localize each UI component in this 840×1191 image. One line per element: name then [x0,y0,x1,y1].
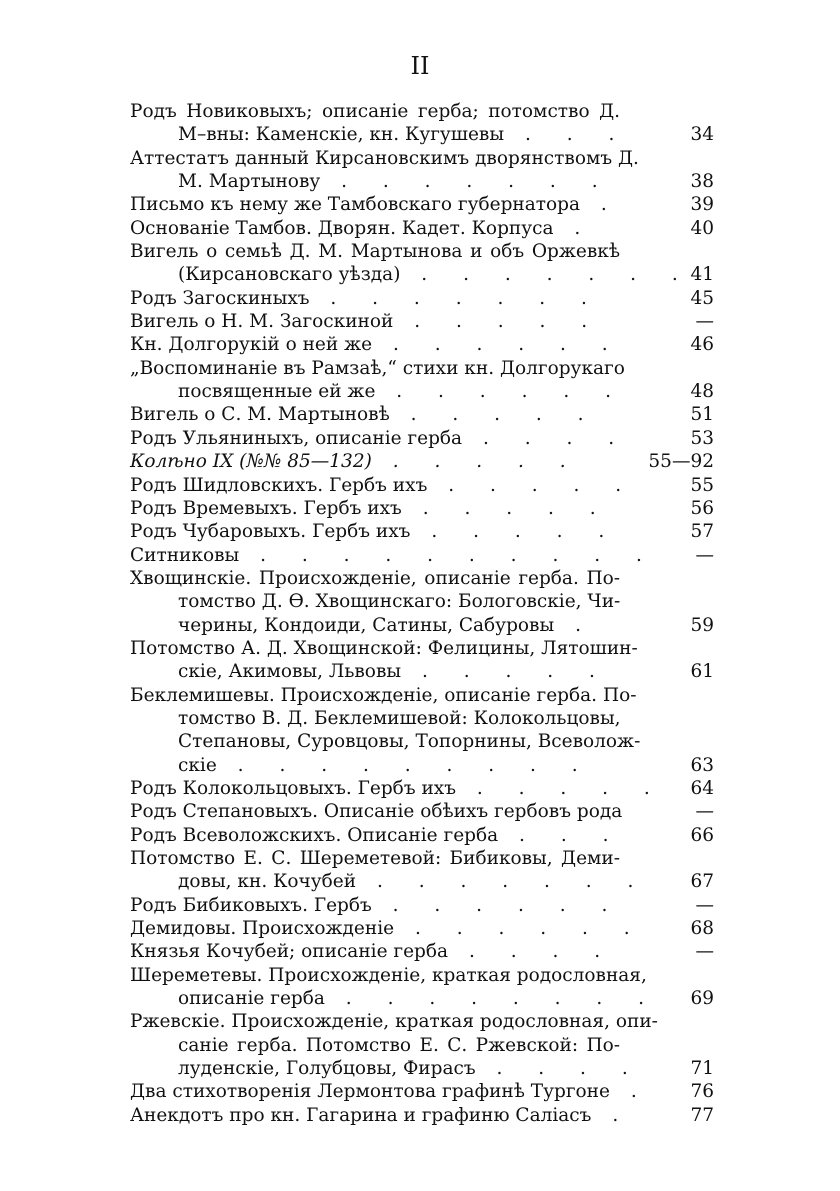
dot-leader: . [609,1081,652,1103]
toc-entry-text: Родъ Степановыхъ. Описаніе обѣихъ гербовъ рода [130,801,623,823]
toc-entry-line [130,1104,634,1127]
dot-leader: . . . . . [371,451,581,473]
dot-leader: . . . . . . . . . [216,754,593,776]
toc-entry-title [130,637,638,684]
toc-entry-line [130,357,625,380]
toc-entry-line [130,100,620,123]
dot-leader: . . . . [462,427,630,449]
toc-entry-page: 57 [690,521,714,543]
dot-leader: . . . . . . . [356,871,649,893]
toc-entry-line [130,1010,658,1033]
dot-leader: . . . [498,824,624,846]
toc-entry-line [130,824,624,847]
toc-entry-title [130,544,657,567]
toc-entry [130,100,730,147]
toc-entry [130,310,730,333]
toc-entry [130,800,730,823]
dot-leader: . . . . . [401,661,610,683]
toc-entry-title [130,333,623,356]
toc-entry-page: 61 [690,661,714,683]
toc-entry [130,357,730,404]
dot-leader: . . . . . . . . . . [239,544,657,566]
toc-entry-title [130,193,620,216]
toc-entry-line [130,193,620,216]
toc-entry-text: Родъ Бибиковыхъ. Гербъ [130,894,372,916]
toc-entry-line [130,544,657,567]
toc-entry-text: описаніе герба [178,988,325,1010]
toc-entry-line [130,474,637,497]
dot-leader: . . . . . . . [320,171,613,193]
toc-entry [130,193,730,216]
toc-entry-text: Родъ Шидловскихъ. Гербъ ихъ [130,474,428,496]
toc-entry-title [130,217,620,240]
toc-entry-line [130,870,649,893]
toc-entry-title [130,894,623,917]
dot-leader: . . . . . . [394,918,645,940]
toc-entry-text: Родъ Времевыхъ. Гербъ ихъ [130,497,402,519]
toc-entry [130,1104,730,1127]
dot-leader: . . . . . . . . [324,988,660,1010]
toc-entry-text: томство Д. Ѳ. Хвощинскаго: Бологовскіе, Чи- [178,591,621,613]
toc-entry-title [130,777,665,800]
toc-entry-text: саніе герба. Потомство Е. С. Ржевской: По- [178,1034,620,1056]
dot-leader: . [591,1104,634,1126]
toc-entry-line [130,754,620,777]
toc-entry [130,684,730,777]
toc-entry-page: 67 [690,871,714,893]
toc-entry-title [130,964,660,1011]
toc-entry-page: 38 [690,171,714,193]
dot-leader: . . . . . [393,311,603,333]
toc-entry [130,1080,730,1103]
dot-leader: . . . . [448,941,616,963]
toc-entry-line [130,684,637,707]
toc-entry-text: Родъ Всеволожскихъ. Описаніе герба [130,824,499,846]
toc-entry-line [130,730,641,753]
toc-entry-text: черины, Кондоиди, Сатины, Сабуровы [178,614,555,636]
toc-entry-line [130,520,620,543]
toc-entry [130,427,730,450]
toc-entry-line [130,380,626,403]
toc-entry-text: Князья Кочубей; описаніе герба [130,941,449,963]
toc-entry-line [130,987,660,1010]
toc-entry-line [130,497,620,520]
toc-entry-line [130,147,639,170]
dot-leader: . . . . . [427,474,637,496]
toc-entry-line [130,403,620,426]
toc-entry-text: Ржевскіе. Происхожденіе, краткая родословная, опи- [130,1011,658,1033]
toc-entry-line [130,590,620,613]
toc-entry-text: Шереметевы. Происхожденіе, краткая родословная, [130,964,647,986]
toc-entry-line [130,847,620,870]
toc-entry-line [130,217,620,240]
toc-entry [130,1010,730,1080]
toc-entry-line [130,614,620,637]
toc-entry-page: — [695,801,714,823]
toc-entry-text: Письмо къ нему же Тамбовскаго губернатора [130,194,581,216]
toc-entry [130,287,730,310]
toc-entry-text: посвященные ей же [178,381,376,403]
toc-entry [130,894,730,917]
toc-entry-line [130,427,630,450]
toc-entry-title [130,1080,652,1103]
toc-entry-page: 53 [690,427,714,449]
toc-entry [130,940,730,963]
dot-leader: . [553,217,596,239]
toc-entry-page: 56 [690,497,714,519]
dot-leader: . . . . . [401,497,611,519]
toc-entry-title [130,847,649,894]
dot-leader: . . . . . . . [400,264,693,286]
toc-entry-title [130,100,630,147]
toc-entry [130,964,730,1011]
dot-leader: . . . . . . [372,334,623,356]
toc-entry-text: М. Мартынову [178,171,321,193]
toc-entry-text: Родъ Ульяниныхъ, описаніе герба [130,427,463,449]
toc-entry-page: 76 [690,1081,714,1103]
toc-entry-line [130,1034,620,1057]
toc-entry-page: 34 [690,124,714,146]
toc-entry [130,847,730,894]
toc-entry-line [130,123,630,146]
toc-entry-line [130,707,620,730]
toc-entry-text: Родъ Колокольцовыхъ. Гербъ ихъ [130,777,456,799]
toc-entry [130,333,730,356]
toc-entry-line [130,1057,643,1080]
toc-entry-title [130,520,620,543]
toc-entry-page: 69 [690,988,714,1010]
toc-entry-page: 55—92 [648,451,714,473]
toc-entry-text: Ситниковы [130,544,240,566]
toc-entry-text: довы, кн. Кочубей [178,871,357,893]
toc-entry-page: 40 [690,217,714,239]
toc-entry-title [130,240,693,287]
toc-entry-text: Демидовы. Происхожденіе [130,918,395,940]
toc-entry-line [130,240,620,263]
toc-entry-title [130,684,641,777]
toc-entry-page: — [695,894,714,916]
dot-leader: . . . . . . . [309,287,602,309]
toc-entry-page: 71 [690,1058,714,1080]
toc-entry-text: скіе, Акимовы, Львовы [178,661,402,683]
toc-entry [130,474,730,497]
toc-entry [130,497,730,520]
toc-entry [130,520,730,543]
toc-entry-text: М–вны: Каменскіе, кн. Кугушевы [178,124,505,146]
toc-entry-text: Хвощинскіе. Происхожденіе, описаніе герба. По- [130,567,620,589]
toc-entry [130,240,730,287]
toc-entry [130,917,730,940]
toc-entry-line [130,310,620,333]
dot-leader: . . . [504,124,630,146]
toc-entry-text: Беклемишевы. Происхожденіе, описаніе герба. По- [130,684,637,706]
dot-leader: . . . . . [410,521,620,543]
toc-entry-text: Потомство А. Д. Хвощинской: Фелицины, Лятошин- [130,637,638,659]
toc-entry [130,403,730,426]
toc-entry-text: Анекдотъ про кн. Гагарина и графиню Саліасъ [130,1104,592,1126]
toc-entry-text: Потомство Е. С. Шереметевой: Бибиковы, Деми- [130,848,620,869]
toc-entry-text: Родъ Новиковыхъ; описаніе герба; потомство Д. [130,101,620,122]
toc-entry-text: Родъ Загоскиныхъ [130,287,310,309]
toc-entry-line [130,333,623,356]
toc-entry-page: 63 [690,754,714,776]
dot-leader: . . . . [475,1058,643,1080]
toc-entry-title [130,1010,658,1080]
toc-entry-text: томство В. Д. Беклемишевой: Колокольцовы, [178,707,621,729]
toc-entry-text: Вигель о С. М. Мартыновѣ [130,404,390,426]
toc-entry-title [130,800,623,823]
toc-entry-page: 45 [690,287,714,309]
toc-entry [130,777,730,800]
toc-entry-page: — [695,544,714,566]
toc-entry-line [130,1080,652,1103]
toc-entry-text: Колѣно IX (№№ 85—132) [130,451,372,473]
toc-entry-title [130,824,624,847]
toc-entry-text: „Воспоминаніе въ Рамзаѣ,“ стихи кн. Долгорукаго [130,357,625,379]
toc-entry-line [130,450,620,473]
toc-entry-page: 64 [690,777,714,799]
toc-entry-line [130,777,665,800]
toc-entry-line [130,637,638,660]
toc-entry-title [130,497,620,520]
toc-entry-page: 55 [690,474,714,496]
toc-entry-text: Кн. Долгорукій о ней же [130,334,373,356]
toc-entry-text: Аттестатъ данный Кирсановскимъ дворянствомъ Д. [130,147,639,169]
toc-entry-title [130,310,620,333]
toc-entry [130,637,730,684]
toc-entry-text: луденскіе, Голубцовы, Фирасъ [178,1058,476,1080]
toc-entry-title [130,147,639,194]
toc-entry [130,544,730,567]
toc-entry-text: Вигель о Н. М. Загоскиной [130,311,394,333]
toc-entry-page: 41 [690,264,714,286]
dot-leader: . . . . . . [371,894,623,916]
toc-entry-line [130,940,620,963]
toc-entry [130,567,730,637]
toc-entry-title [130,357,626,404]
toc-entry-page: 59 [690,614,714,636]
dot-leader: . . . . . [456,777,665,799]
toc-entry-text: (Кирсановскаго уѣзда) [178,264,401,286]
toc-entry-title [130,450,620,473]
toc-entry [130,147,730,194]
toc-entry-title [130,940,620,963]
toc-entry-text: Основаніе Тамбов. Дворян. Кадет. Корпуса [130,217,554,239]
toc-entry-text: Вигель о семьѣ Д. М. Мартынова и объ Оржевкѣ [130,241,620,263]
toc-entry-line [130,287,620,310]
toc-entry-page: 39 [690,194,714,216]
page-number: II [410,52,430,80]
toc-entry-text: скіе [178,754,217,776]
toc-entry-title [130,427,630,450]
table-of-contents [130,100,730,1127]
toc-entry-page: 51 [690,404,714,426]
toc-entry [130,450,730,473]
toc-entry-line [130,170,620,193]
toc-entry [130,824,730,847]
toc-entry-title [130,567,620,637]
dot-leader: . [554,614,596,636]
toc-entry-line [130,263,693,286]
toc-entry-line [130,917,645,940]
dot-leader: . [580,194,622,216]
toc-entry-page: — [695,311,714,333]
dot-leader: . . . . . . [375,381,626,403]
toc-entry-title [130,287,620,310]
toc-entry-title [130,917,645,940]
toc-entry-page: 77 [690,1104,714,1126]
toc-entry-page: 48 [690,381,714,403]
toc-entry-title [130,403,620,426]
toc-entry-line [130,660,620,683]
toc-entry-title [130,474,637,497]
toc-entry-text: Родъ Чубаровыхъ. Гербъ ихъ [130,521,411,543]
dot-leader: . . . . . [389,404,599,426]
toc-entry-text: Степановы, Суровцовы, Топорнины, Всеволож- [178,731,641,753]
toc-entry-page: 66 [690,824,714,846]
toc-entry-title [130,1104,634,1127]
toc-entry-page: 46 [690,334,714,356]
toc-entry [130,217,730,240]
toc-entry-text: Два стихотворенія Лермонтова графинѣ Тургоне [130,1081,610,1103]
toc-entry-line [130,567,620,590]
toc-entry-line [130,964,647,987]
toc-entry-page: 68 [690,918,714,940]
toc-entry-line [130,894,623,917]
toc-entry-page: — [695,941,714,963]
toc-entry-line [130,800,623,823]
